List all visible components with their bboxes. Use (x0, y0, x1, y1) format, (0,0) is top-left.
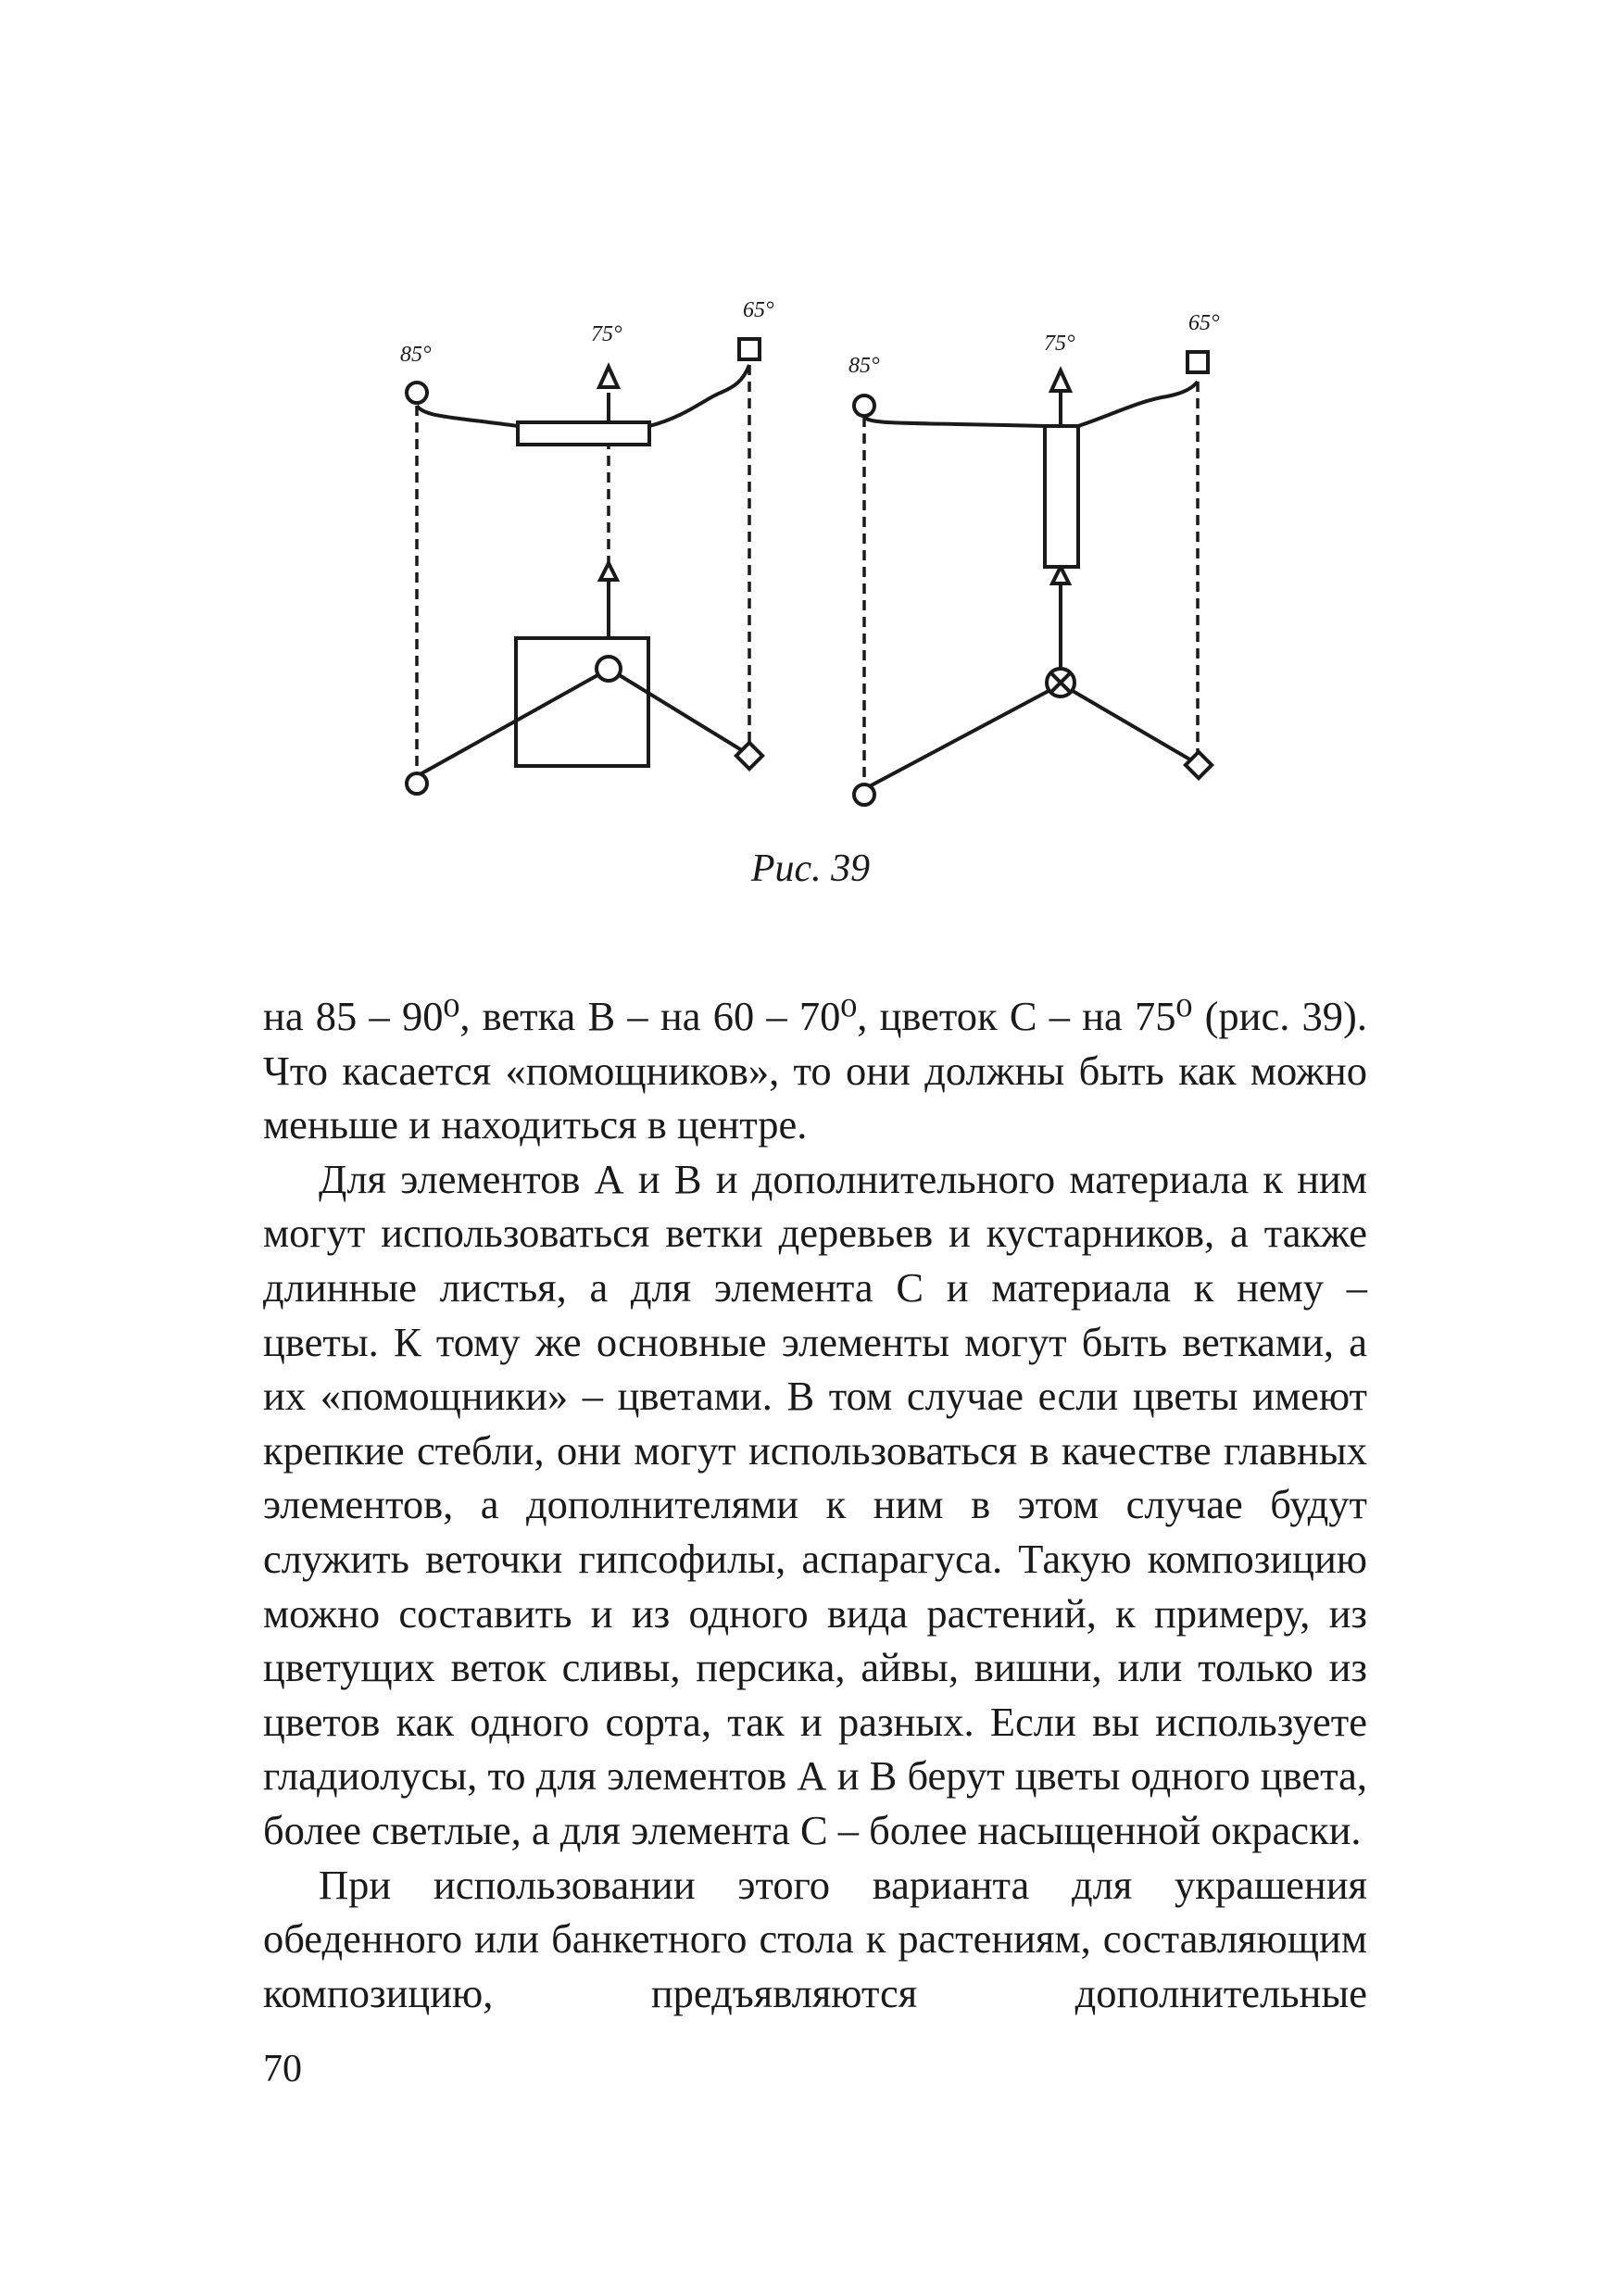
right-square-c-top-icon (1187, 352, 1208, 372)
right-ground-line-a (864, 691, 1049, 789)
figure-39 (371, 278, 1250, 834)
right-circle-a-bottom-icon (854, 784, 874, 805)
left-arrow-top-icon (599, 367, 618, 387)
left-diamond-c-bottom-icon (736, 743, 762, 769)
left-center-circle-icon (597, 657, 621, 681)
right-top-line-c (1078, 382, 1198, 426)
right-ground-line-c (1073, 691, 1193, 761)
right-vertical-rectangle (1045, 426, 1078, 567)
left-horizontal-rectangle (518, 422, 649, 445)
figure-caption: Рис. 39 (750, 847, 871, 890)
right-label-65: 65° (1188, 311, 1220, 335)
right-diamond-c-bottom-icon (1186, 752, 1212, 778)
left-arrow-mid-icon (600, 563, 617, 580)
diagram-svg (371, 278, 1250, 834)
right-label-85: 85° (848, 354, 880, 378)
body-text (263, 989, 1367, 2020)
right-arrow-top-icon (1051, 370, 1070, 391)
left-label-85: 85° (400, 343, 432, 367)
right-center-crossed-circle-icon (1047, 669, 1074, 696)
paragraph-2: Для элементов А и В и дополнительного материала к ним могут использоваться ветки деревьев и кустарников, а также длинные листья, а для элемента С и материала к нему – цветы. К тому же основные элементы могут быть ветками, а их «помощники» – цветами. В том случае если цветы имеют крепкие стебли, они могут использоваться в качестве главных элементов, а дополнителями к ним в этом случае будут служить веточки гипсофилы, аспарагуса. Такую композицию можно составить и из одного вида растений, к примеру, из цветущих веток сливы, персика, айвы, вишни, или только из цветов как одного сорта, так и разных. Если вы используете гладиолусы, то для элементов А и В берут цветы одного цвета, более светлые, а для элемента С – более насыщенной окраски. (263, 1155, 1367, 1853)
left-top-line-c (649, 365, 749, 426)
right-arrow-mid-icon (1052, 567, 1069, 583)
left-label-65: 65° (743, 298, 774, 322)
left-circle-a-top-icon (407, 383, 427, 403)
right-diagram (848, 311, 1220, 805)
left-diagram (400, 298, 774, 794)
paragraph-1: на 85 – 90⁰, ветка В – на 60 – 70⁰, цветок С – на 75⁰ (рис. 39). Что касается «помощников», то они должны быть как можно меньше и находиться в центре. (263, 993, 1367, 1148)
paragraph-3: При использовании этого варианта для украшения обеденного или банкетного стола к растениям, составляющим композицию, предъявляются дополнительные (263, 1861, 1367, 2016)
left-square-c-top-icon (739, 339, 760, 359)
left-top-line-a (417, 406, 518, 426)
page-number: 70 (263, 2048, 302, 2090)
left-label-75: 75° (591, 322, 622, 346)
left-square-vase (516, 638, 648, 766)
right-top-line-a (864, 417, 1045, 426)
right-label-75: 75° (1044, 332, 1075, 356)
right-circle-a-top-icon (854, 395, 874, 416)
left-circle-a-bottom-icon (407, 773, 427, 794)
